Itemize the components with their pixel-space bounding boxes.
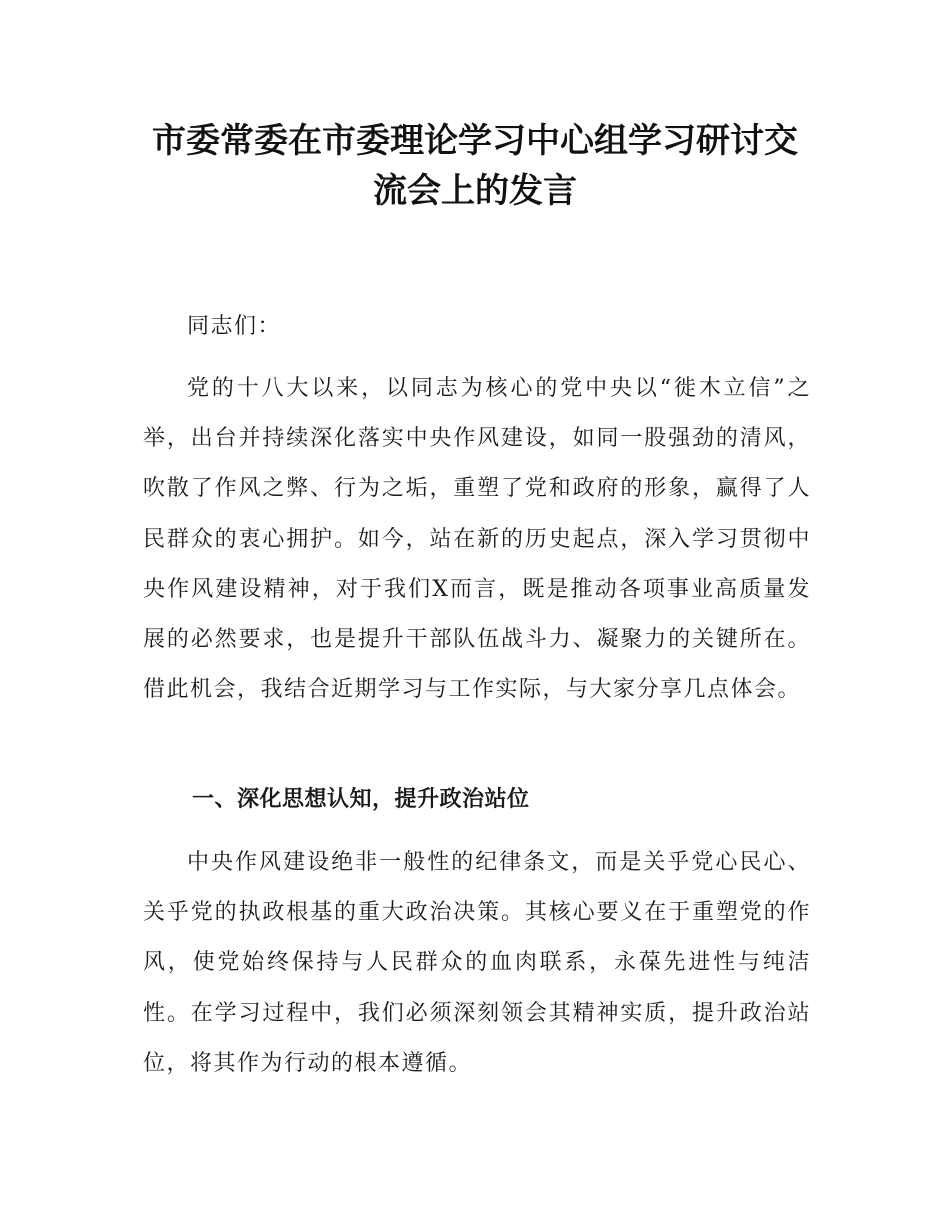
section-heading-1: 一、深化思想认知，提升政治站位	[192, 787, 530, 812]
paragraph-section-1: 中央作风建设绝非一般性的纪律条文，而是关乎党心民心、关乎党的执政根基的重大政治决策。其核心要义在于重塑党的作风，使党始终保持与人民群众的血肉联系，永葆先进性与纯洁性。在学习过程中，我们必须深刻领会其精神实质，提升政治站位，将其作为行动的根本遵循。	[143, 850, 811, 1076]
salutation: 同志们：	[187, 314, 282, 339]
document-title-line-2: 流会上的发言	[373, 171, 577, 211]
document-title-line-1: 市委常委在市委理论学习中心组学习研讨交	[152, 121, 798, 161]
paragraph-intro: 党的十八大以来，以同志为核心的党中央以“徙木立信”之举，出台并持续深化落实中央作风建设，如同一股强劲的清风，吹散了作风之弊、行为之垢，重塑了党和政府的形象，赢得了人民群众的衷心拥护。如今，站在新的历史起点，深入学习贯彻中央作风建设精神，对于我们X而言，既是推动各项事业高质量发展的必然要求，也是提升干部队伍战斗力、凝聚力的关键所在。借此机会，我结合近期学习与工作实际，与大家分享几点体会。	[143, 376, 811, 703]
